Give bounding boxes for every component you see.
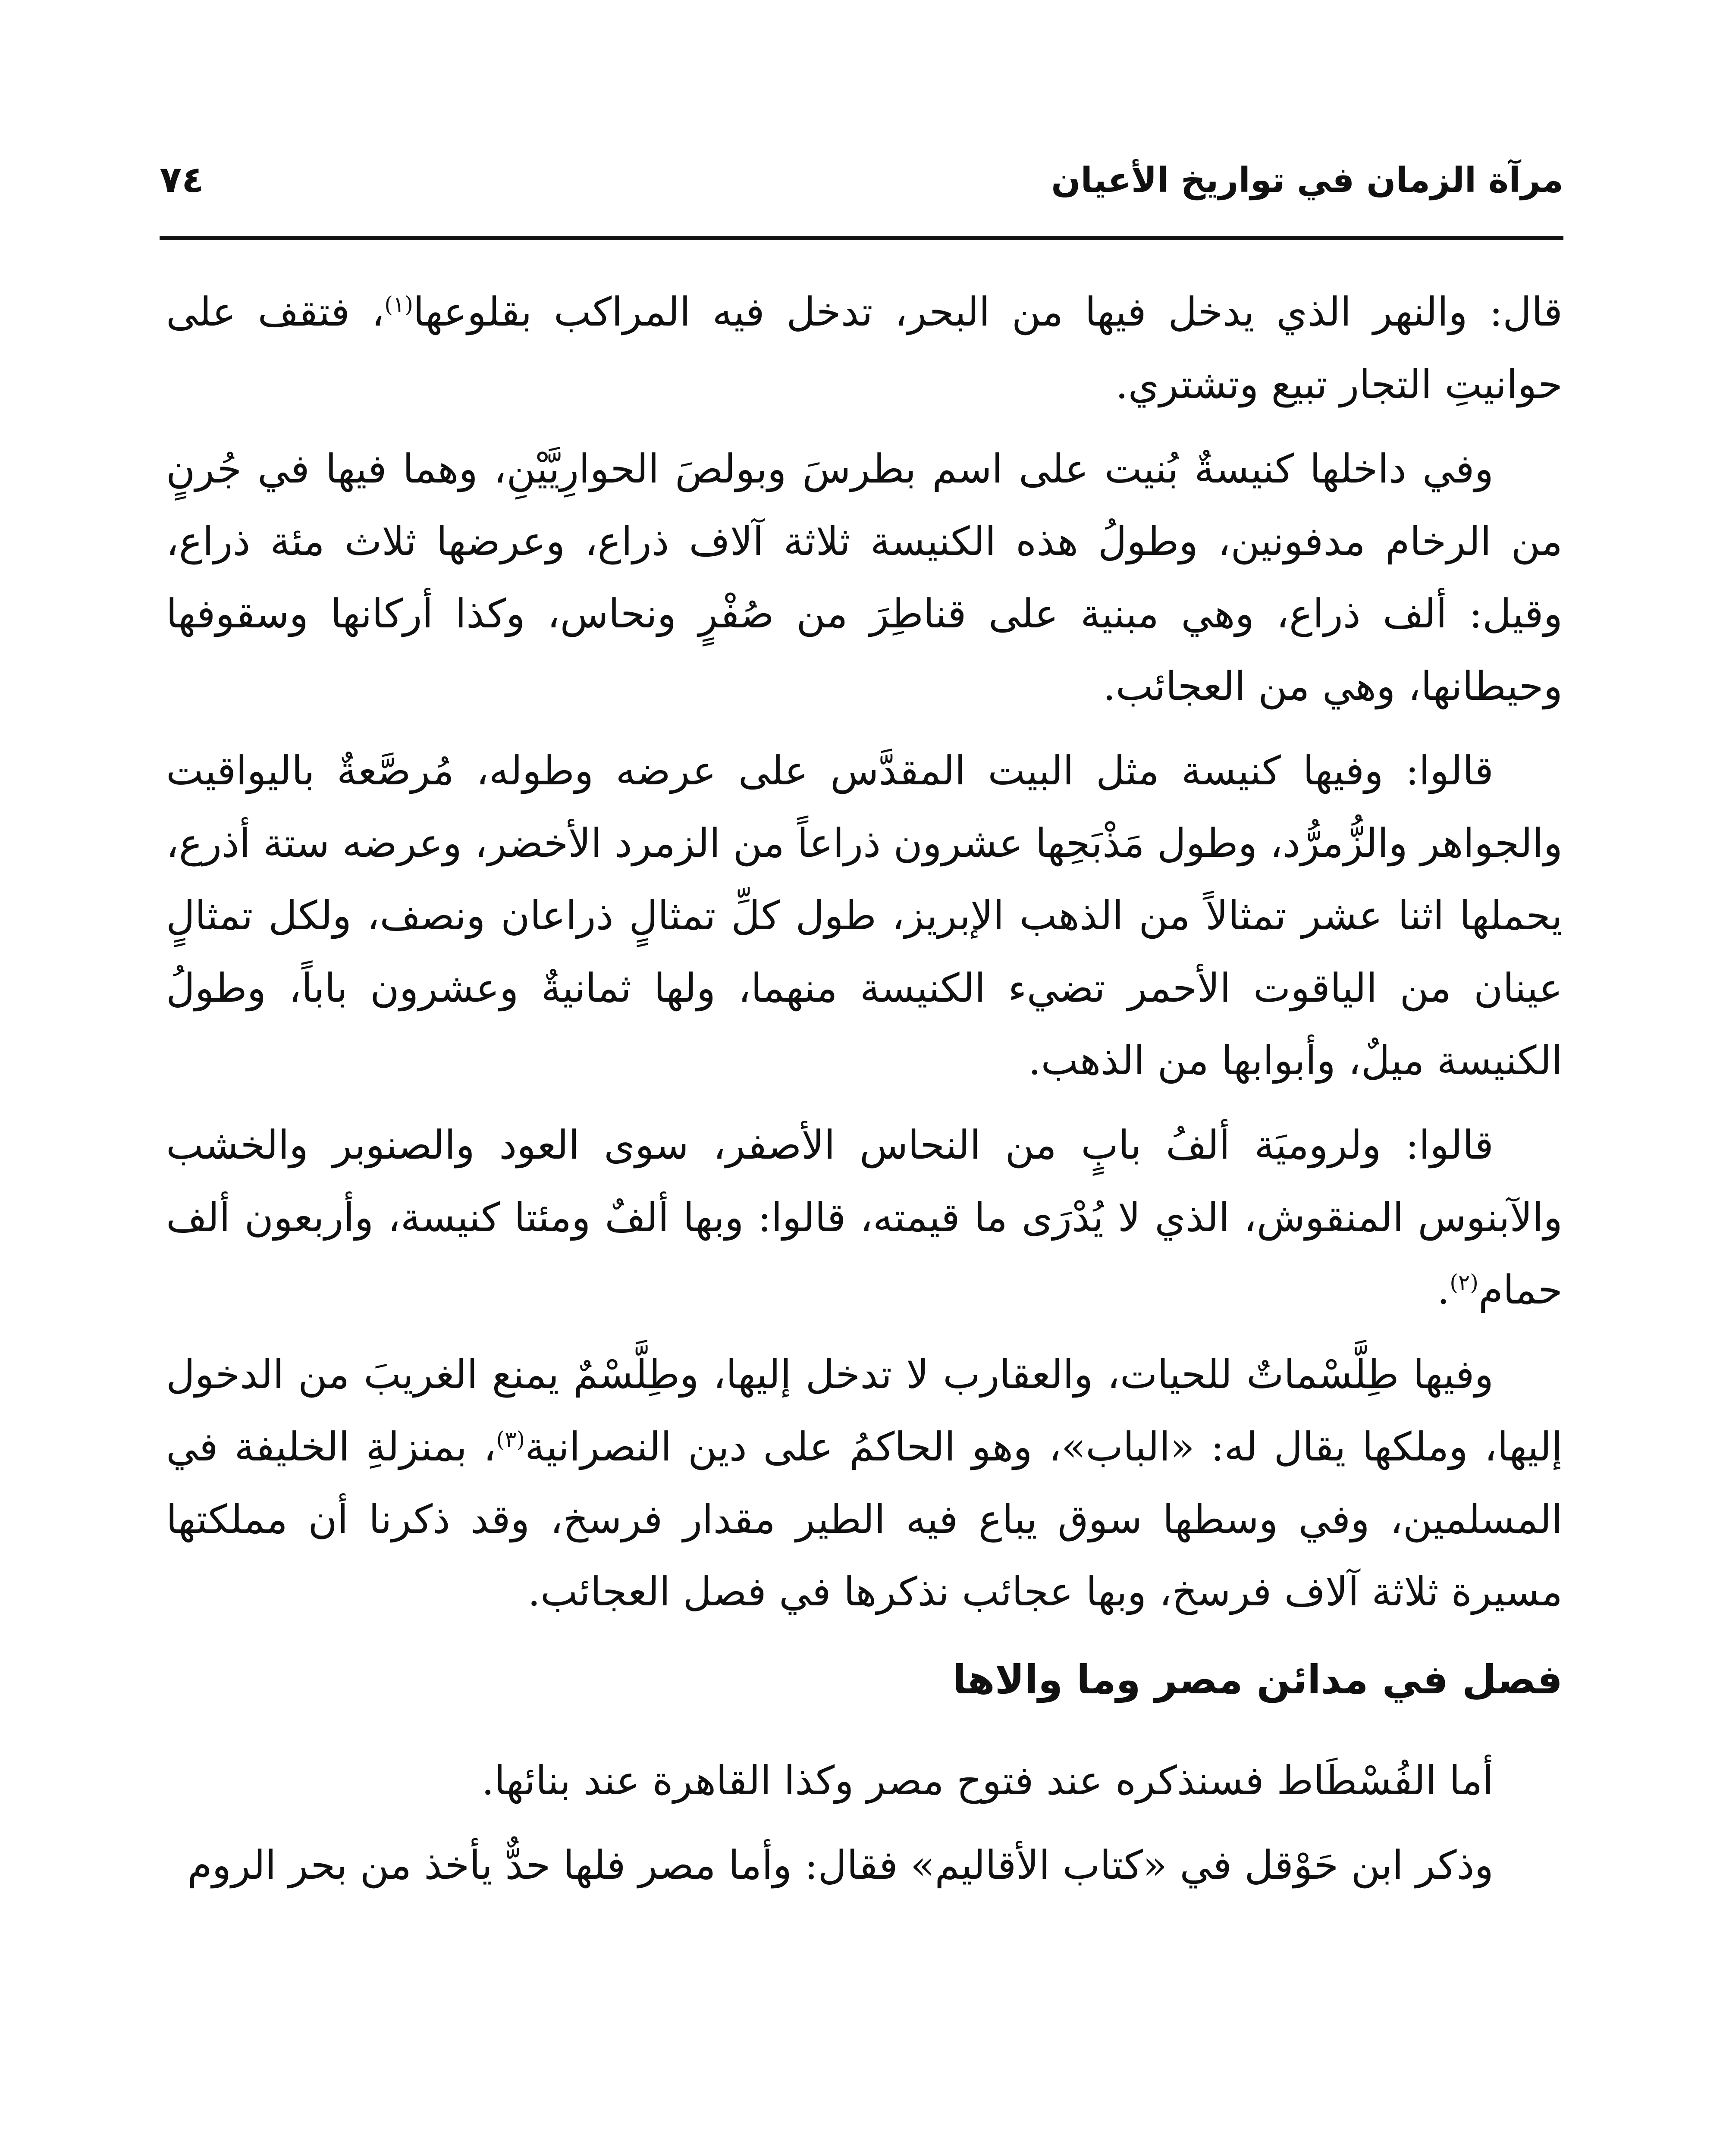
footnote-ref-1: (١)	[384, 291, 413, 317]
running-header	[160, 138, 1563, 211]
paragraph-2: وفي داخلها كنيسةٌ بُنيت على اسم بطرسَ وبولصَ الحوارِيَّيْنِ، وهما فيها في جُرنٍ من الرخام مدفونين، وطولُ هذه الكنيسة ثلاثة آلاف ذراع، وعرضها ثلاث مئة ذراع، وقيل: ألف ذراع، وهي مبنية على قناطِرَ من صُفْرٍ ونحاس، وكذا أركانها وسقوفها وحيطانها، وهي من العجائب.	[166, 446, 1563, 709]
footnote-ref-3: (٣)	[496, 1426, 525, 1452]
paragraph-3: قالوا: وفيها كنيسة مثل البيت المقدَّس على عرضه وطوله، مُرصَّعةٌ باليواقيت والجواهر والزُّمرُّد، وطول مَذْبَحِها عشرون ذراعاً من الزمرد الأخضر، وعرضه ستة أذرع، يحملها اثنا عشر تمثالاً من الذهب الإبريز، طول كلِّ تمثالٍ ذراعان ونصف، ولكل تمثالٍ عينان من الياقوت الأحمر تضيء الكنيسة منهما، ولها ثمانيةٌ وعشرون باباً، وطولُ الكنيسة ميلٌ، وأبوابها من الذهب.	[166, 748, 1563, 1084]
footnote-ref-2: (٢)	[1450, 1269, 1478, 1295]
section-heading: فصل في مدائن مصر وما والاها	[952, 1657, 1563, 1703]
paragraph-4: قالوا: ولروميَة ألفُ بابٍ من النحاس الأصفر، سوى العود والصنوبر والخشب والآبنوس المنقوش، الذي لا يُدْرَى ما قيمته، قالوا: وبها ألفٌ ومئتا كنيسة، وأربعون ألف حمام$^{(٢)}$.	[166, 1122, 1563, 1313]
page-number: ٧٤	[160, 158, 204, 201]
header-rule	[160, 236, 1563, 240]
paragraph-1: قال: والنهر الذي يدخل فيها من البحر، تدخل فيه المراكب بقلوعها$^{(١)}$، فتقف على حوانيتِ التجار تبيع وتشتري.	[166, 289, 1563, 407]
main-text	[166, 276, 1563, 1914]
running-title: مرآة الزمان في تواريخ الأعيان	[1051, 160, 1563, 200]
section-paragraph-1: أما الفُسْطَاط فسنذكره عند فتوح مصر وكذا القاهرة عند بنائها.	[481, 1758, 1494, 1804]
paragraph-5: وفيها طِلَّسْماتٌ للحيات، والعقارب لا تدخل إليها، وطِلَّسْمٌ يمنع الغريبَ من الدخول إليها، وملكها يقال له: «الباب»، وهو الحاكمُ على دين النصرانية$^{(٣)}$، بمنزلةِ الخليفة في المسلمين، وفي وسطها سوق يباع فيه الطير مقدار فرسخ، وقد ذكرنا أن مملكتها مسيرة ثلاثة آلاف فرسخ، وبها عجائب نذكرها في فصل العجائب.	[166, 1351, 1563, 1615]
section-paragraph-2: وذكر ابن حَوْقل في «كتاب الأقاليم» فقال: وأما مصر فلها حدٌّ يأخذ من بحر الروم	[187, 1842, 1494, 1888]
